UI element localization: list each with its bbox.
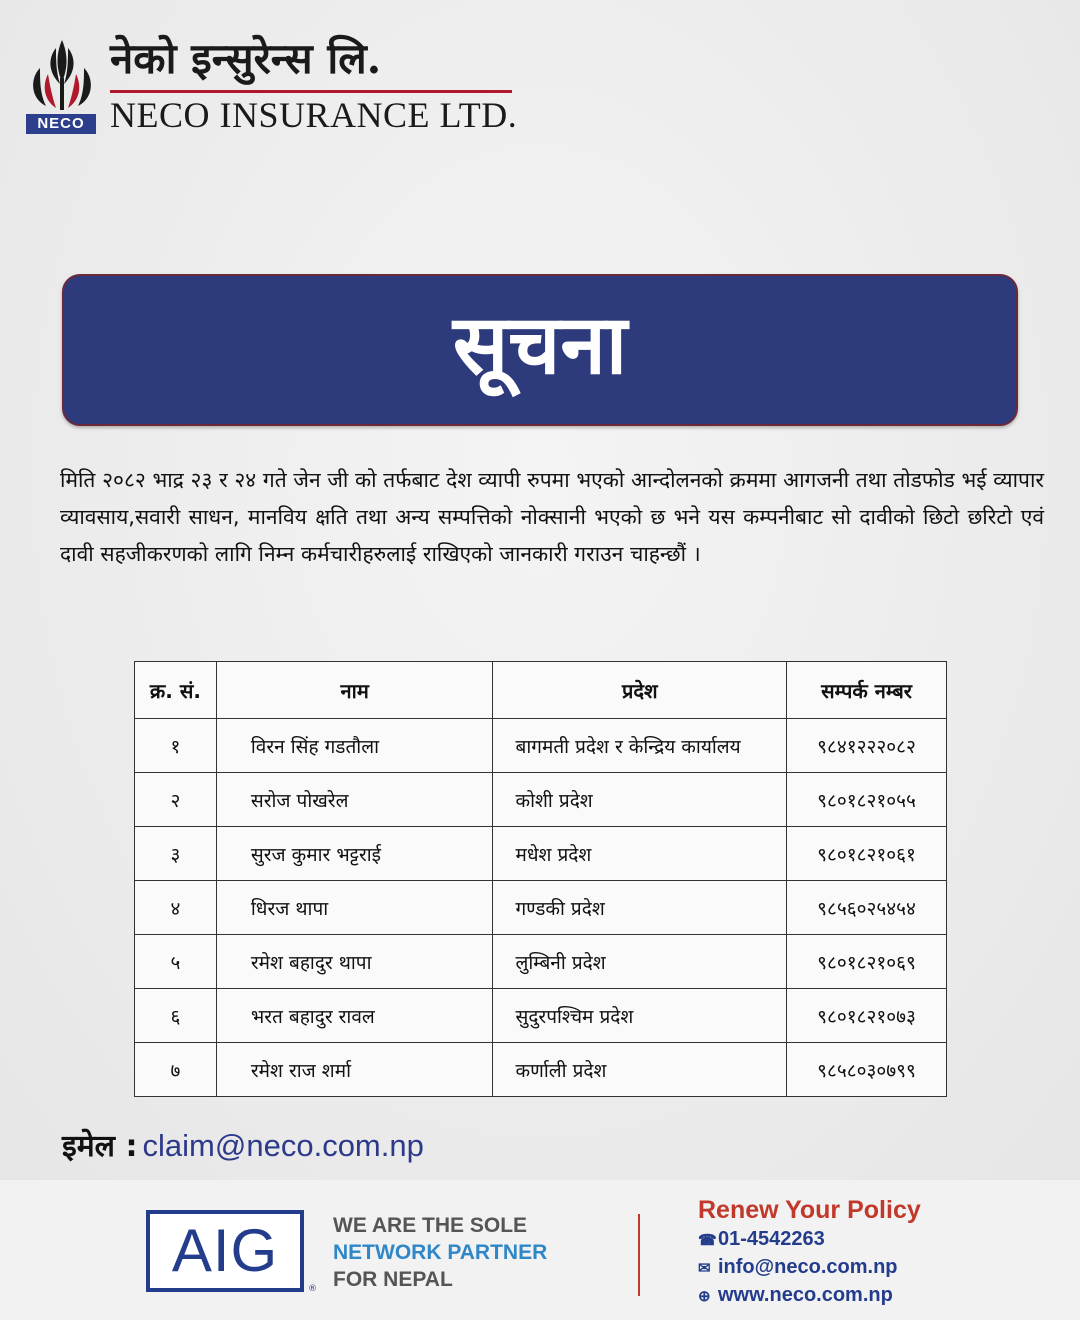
- row-name: भरत बहादुर रावल: [216, 989, 493, 1043]
- contact-phone-text: 01-4542263: [718, 1228, 825, 1250]
- row-province: मधेश प्रदेश: [493, 827, 787, 881]
- row-phone: ९८५८०३०७९९: [787, 1043, 947, 1097]
- contact-email-text: info@neco.com.np: [718, 1256, 898, 1278]
- partner-statement: [333, 1212, 547, 1293]
- logo-english-name: NECO INSURANCE LTD.: [110, 95, 518, 135]
- row-name: सुरज कुमार भट्टराई: [216, 827, 493, 881]
- row-name: सरोज पोखरेल: [216, 773, 493, 827]
- row-phone: ९८०१८२१०६९: [787, 935, 947, 989]
- row-province: कोशी प्रदेश: [493, 773, 787, 827]
- row-name: विरन सिंह गडतौला: [216, 719, 493, 773]
- logo-tag: NECO: [26, 114, 96, 134]
- partner-line-3: FOR NEPAL: [333, 1268, 453, 1291]
- table-row: [135, 719, 947, 773]
- row-phone: ९८४१२२२०८२: [787, 719, 947, 773]
- table-row: [135, 773, 947, 827]
- table-header-row: [135, 662, 947, 719]
- row-name: रमेश बहादुर थापा: [216, 935, 493, 989]
- contact-website-text: www.neco.com.np: [718, 1284, 893, 1306]
- row-phone: ९८०१८२१०७३: [787, 989, 947, 1043]
- renew-policy-block: [698, 1194, 921, 1310]
- row-province: गण्डकी प्रदेश: [493, 881, 787, 935]
- staff-table: [134, 661, 947, 1097]
- table-row: [135, 935, 947, 989]
- row-province: बागमती प्रदेश र केन्द्रिय कार्यालय: [493, 719, 787, 773]
- row-province: सुदुरपश्चिम प्रदेश: [493, 989, 787, 1043]
- footer-divider: [638, 1214, 640, 1296]
- claim-email-link[interactable]: claim@neco.com.np: [142, 1128, 424, 1163]
- logo-divider: [110, 90, 512, 93]
- contact-phone[interactable]: [698, 1226, 921, 1254]
- neco-logo: [26, 34, 518, 135]
- contact-website[interactable]: [698, 1282, 921, 1310]
- row-phone: ९८०१८२१०५५: [787, 773, 947, 827]
- partner-line-1: WE ARE THE SOLE: [333, 1214, 528, 1237]
- contact-email[interactable]: [698, 1254, 921, 1282]
- logo-nepali-name: नेको इन्सुरेन्स लि.: [110, 34, 382, 83]
- row-sn: ६: [135, 989, 217, 1043]
- envelope-icon: ✉: [698, 1260, 711, 1277]
- table-row: [135, 827, 947, 881]
- notice-banner: [62, 274, 1018, 426]
- row-name: रमेश राज शर्मा: [216, 1043, 493, 1097]
- row-sn: २: [135, 773, 217, 827]
- aig-registered-mark: ®: [308, 1284, 317, 1294]
- row-province: कर्णाली प्रदेश: [493, 1043, 787, 1097]
- col-header-province: प्रदेश: [493, 662, 787, 719]
- notice-title: सूचना: [452, 298, 628, 393]
- partner-line-2: NETWORK PARTNER: [333, 1241, 548, 1264]
- row-sn: ७: [135, 1043, 217, 1097]
- row-sn: ४: [135, 881, 217, 935]
- renew-title: Renew Your Policy: [698, 1196, 921, 1224]
- row-phone: ९८५६०२५४५४: [787, 881, 947, 935]
- row-name: धिरज थापा: [216, 881, 493, 935]
- row-sn: १: [135, 719, 217, 773]
- row-sn: ५: [135, 935, 217, 989]
- phone-icon: ☎: [698, 1232, 717, 1249]
- row-province: लुम्बिनी प्रदेश: [493, 935, 787, 989]
- table-row: [135, 989, 947, 1043]
- col-header-sn: क्र. सं.: [135, 662, 217, 719]
- col-header-phone: सम्पर्क नम्बर: [787, 662, 947, 719]
- table-row: [135, 1043, 947, 1097]
- row-phone: ९८०१८२१०६१: [787, 827, 947, 881]
- notice-body: मिति २०८२ भाद्र २३ र २४ गते जेन जी को तर्फबाट देश व्यापी रुपमा भएको आन्दोलनको क्रममा आगजनी तथा तोडफोड भई व्यापार व्यावसाय,सवारी साधन, मानविय क्षति तथा अन्य सम्पत्तिको नोक्सानी भएको छ भने यस कम्पनीबाट सो दावीको छिटो छरिटो एवं दावी सहजीकरणको लागि निम्न कर्मचारीहरुलाई राखिएको जानकारी गराउन चाहन्छौं ।: [60, 468, 1044, 566]
- col-header-name: नाम: [216, 662, 493, 719]
- email-row: [62, 1124, 424, 1168]
- globe-icon: ⊕: [698, 1288, 711, 1305]
- aig-logo: AIG: [146, 1210, 304, 1292]
- table-row: [135, 881, 947, 935]
- row-sn: ३: [135, 827, 217, 881]
- email-label: इमेल :: [62, 1129, 138, 1164]
- footer-bar: [0, 1180, 1080, 1320]
